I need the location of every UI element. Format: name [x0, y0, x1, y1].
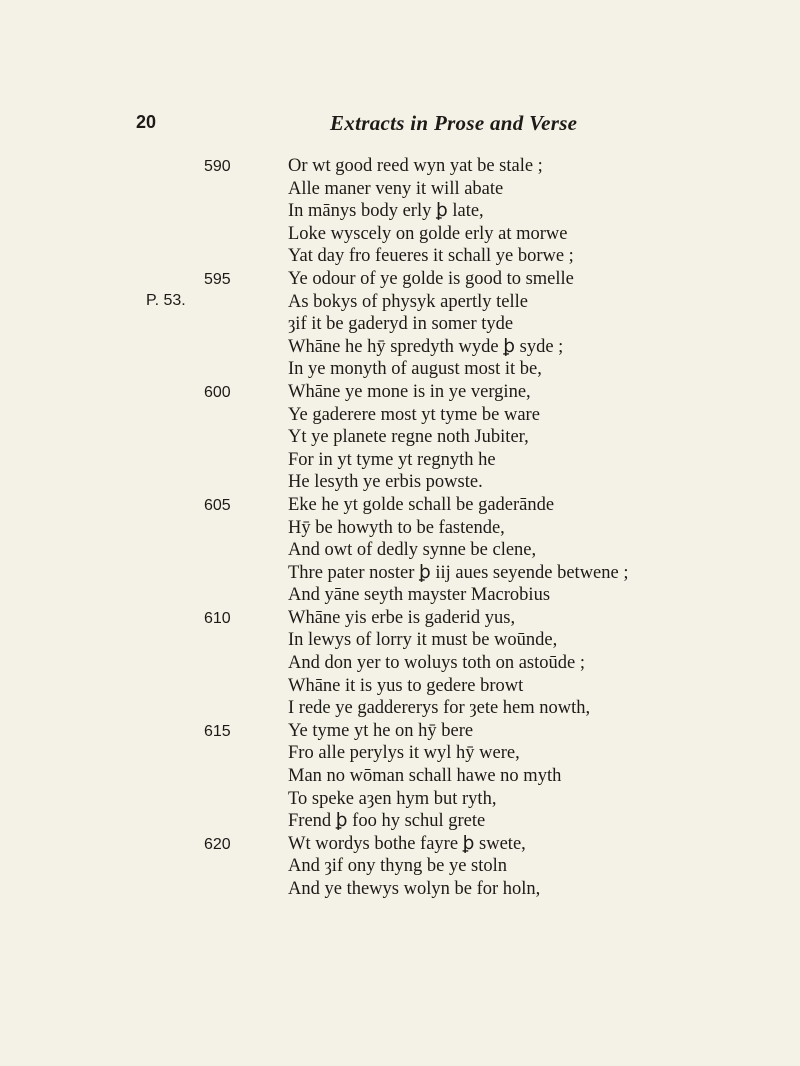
verse-text: Whāne yis erbe is gaderid yus,	[288, 607, 516, 628]
verse-text: For in yt tyme yt regnyth he	[288, 449, 496, 470]
verse-line	[288, 742, 788, 765]
verse-text: Whāne it is yus to gedere browt	[288, 675, 524, 696]
verse-line	[288, 336, 788, 359]
verse-line	[288, 765, 788, 788]
verse-line	[288, 313, 788, 336]
verse-line	[288, 449, 788, 472]
verse-text: As bokys of physyk apertly telle	[288, 291, 528, 312]
verse-text: Wt wordys bothe fayre ꝧ swete,	[288, 833, 526, 854]
verse-line	[288, 652, 788, 675]
verse-line	[288, 878, 788, 901]
running-title: Extracts in Prose and Verse	[330, 111, 578, 135]
verse-text: And yāne seyth mayster Macrobius	[288, 585, 551, 606]
verse-text: He lesyth ye erbis powste.	[288, 472, 483, 493]
verse-text: Whāne ye mone is in ye vergine,	[288, 381, 531, 402]
verse-text: In mānys body erly ꝧ late,	[288, 201, 484, 222]
side-note: P. 53.	[146, 292, 186, 309]
verse-line	[288, 517, 788, 540]
verse-line	[288, 404, 788, 427]
page-number: 20	[136, 112, 157, 132]
verse-text: Whāne he hȳ spredyth wyde ꝧ syde ;	[288, 336, 564, 357]
verse-line	[288, 697, 788, 720]
line-number: 620	[204, 835, 231, 853]
verse-line	[288, 291, 788, 314]
verse-text: Ye gaderere most yt tyme be ware	[288, 404, 540, 425]
verse-line	[288, 178, 788, 201]
verse-text: And owt of dedly synne be clene,	[288, 540, 537, 561]
verse-line	[288, 426, 788, 449]
verse-text: In lewys of lorry it must be woūnde,	[288, 630, 558, 651]
verse-line	[288, 629, 788, 652]
verse-text: Yat day fro feueres it schall ye borwe ;	[288, 246, 574, 267]
verse-line	[204, 607, 788, 630]
verse-line	[288, 539, 788, 562]
verse-line	[288, 788, 788, 811]
verse-text: To speke aȝen hym but ryth,	[288, 788, 497, 809]
verse-line	[288, 810, 788, 833]
verse-line	[288, 675, 788, 698]
verse-text: Or wt good reed wyn yat be stale ;	[288, 156, 543, 176]
verse-line	[288, 562, 788, 585]
verse-text: In ye monyth of august most it be,	[288, 359, 542, 380]
verse-line	[288, 223, 788, 246]
verse-text: Alle maner veny it will abate	[288, 178, 504, 199]
verse-text: ȝif it be gaderyd in somer tyde	[288, 314, 514, 335]
verse-line	[204, 720, 788, 743]
verse-text: And don yer to woluys toth on astoūde ;	[288, 653, 586, 674]
verse-text: Ye odour of ye golde is good to smelle	[288, 268, 574, 289]
verse-text: Hȳ be howyth to be fastende,	[288, 517, 505, 538]
verse-text: Frend ꝧ foo hy schul grete	[288, 811, 486, 832]
verse-line	[288, 200, 788, 223]
verse-text: Fro alle perylys it wyl hȳ were,	[288, 743, 520, 764]
verse-line	[288, 855, 788, 878]
line-number: 600	[204, 383, 231, 401]
verse-text: Yt ye planete regne noth Jubiter,	[288, 427, 529, 448]
verse-line	[288, 245, 788, 268]
verse-line	[204, 381, 788, 404]
verse-text: Thre pater noster ꝧ iij aues seyende betwene ;	[288, 562, 629, 583]
verse-block	[204, 155, 788, 901]
line-number: 590	[204, 158, 231, 175]
verse-text: And ȝif ony thyng be ye stoln	[288, 856, 508, 877]
verse-line	[204, 268, 788, 291]
verse-text: I rede ye gaddererys for ȝete hem nowth,	[288, 698, 591, 719]
verse-text: Man no wōman schall hawe no myth	[288, 766, 562, 787]
verse-text: Ye tyme yt he on hȳ bere	[288, 720, 474, 741]
line-number: 610	[204, 609, 231, 627]
verse-line	[288, 471, 788, 494]
line-number: 595	[204, 270, 231, 288]
verse-line	[288, 584, 788, 607]
verse-line	[288, 358, 788, 381]
line-number: 615	[204, 722, 231, 740]
verse-line	[204, 833, 788, 856]
verse-text: And ye thewys wolyn be for holn,	[288, 879, 541, 899]
verse-line	[204, 155, 788, 178]
verse-text: Loke wyscely on golde erly at morwe	[288, 223, 568, 244]
verse-line	[204, 494, 788, 517]
line-number: 605	[204, 496, 231, 514]
verse-text: Eke he yt golde schall be gaderānde	[288, 494, 555, 515]
